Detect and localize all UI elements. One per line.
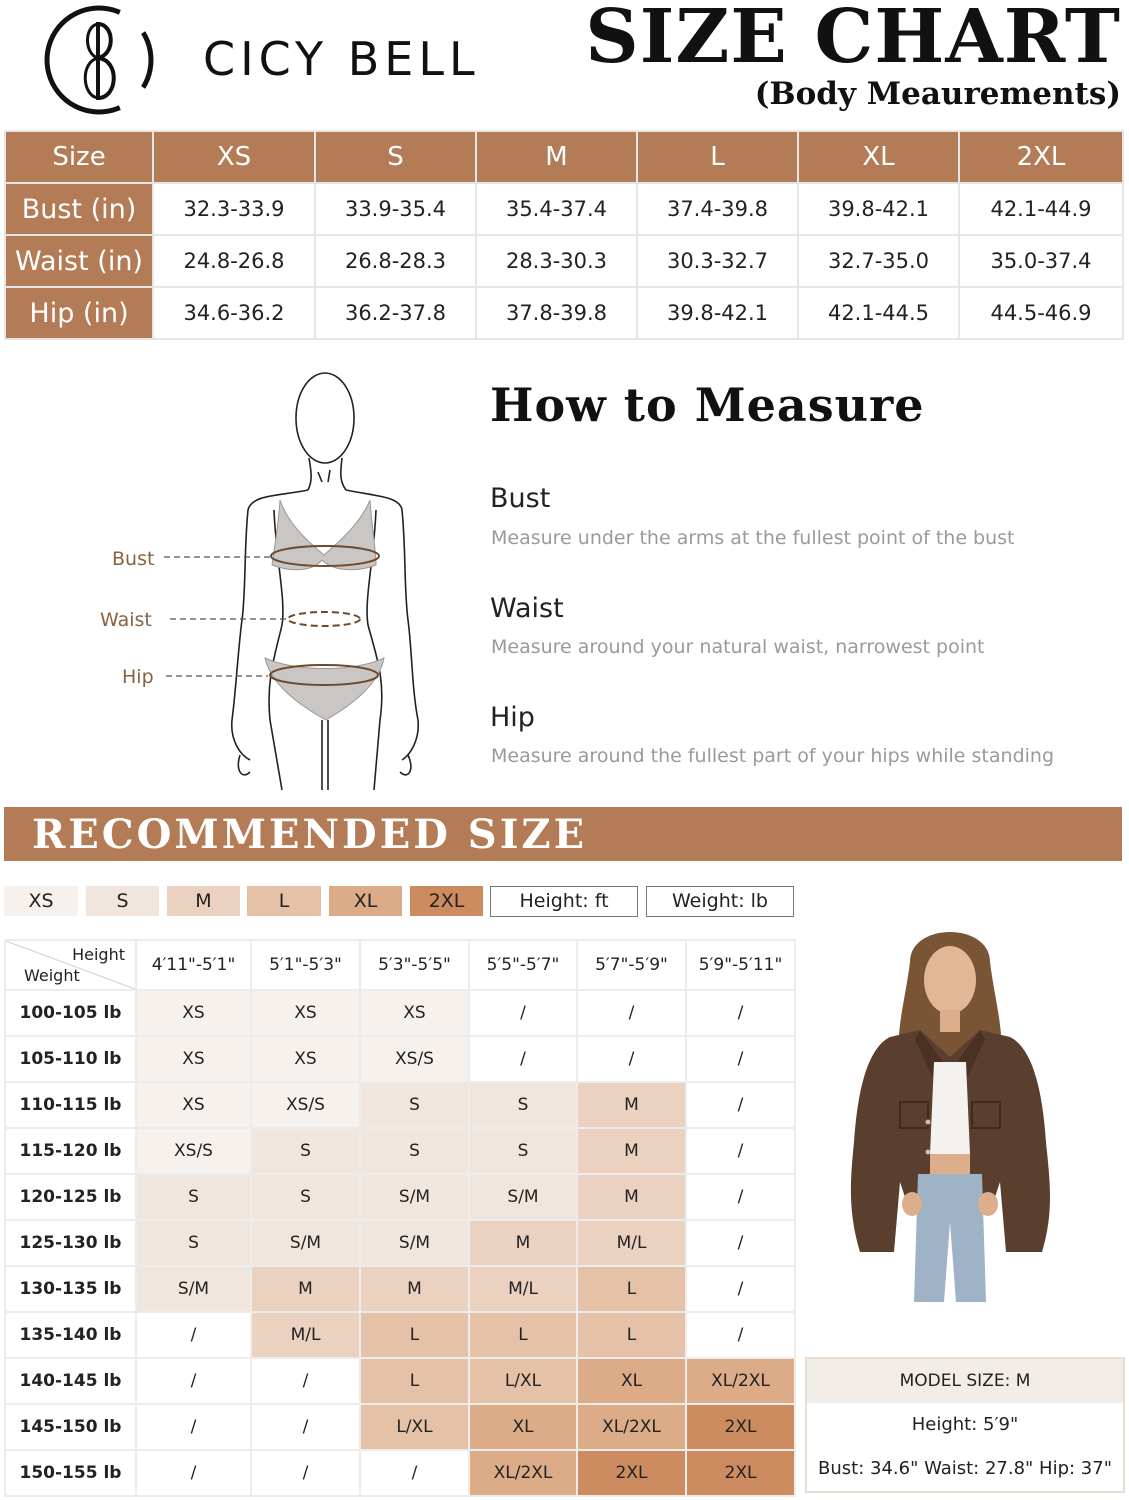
weight-label: 140-145 lb	[5, 1358, 136, 1404]
height-col: 5′5"-5′7"	[469, 940, 577, 990]
recommended-size-cell: S	[251, 1174, 360, 1220]
recommended-size-cell: L/XL	[469, 1358, 577, 1404]
page-subtitle: (Body Meaurements)	[754, 76, 1121, 112]
recommended-size-cell: /	[251, 1450, 360, 1496]
weight-row	[5, 1404, 795, 1450]
weight-row	[5, 1174, 795, 1220]
recommended-size-cell: M	[360, 1266, 469, 1312]
recommended-size-cell: XS	[136, 1036, 251, 1082]
weight-row	[5, 1358, 795, 1404]
legend-weight-unit: Weight: lb	[646, 886, 794, 917]
recommended-size-cell: /	[360, 1450, 469, 1496]
weight-row	[5, 990, 795, 1036]
size-col-l: L	[637, 131, 798, 183]
recommended-size-cell: S	[360, 1128, 469, 1174]
weight-label: 135-140 lb	[5, 1312, 136, 1358]
recommended-size-cell: 2XL	[686, 1404, 795, 1450]
model-measurements: Bust: 34.6" Waist: 27.8" Hip: 37"	[818, 1458, 1112, 1479]
recommended-size-cell: /	[686, 990, 795, 1036]
recommended-banner	[4, 807, 1122, 861]
size-col-s: S	[315, 131, 476, 183]
recommended-size-cell: L	[577, 1266, 686, 1312]
size-col-xs: XS	[153, 131, 315, 183]
recommended-size-table	[4, 939, 796, 1497]
measurement-label: Bust (in)	[5, 183, 153, 235]
recommended-size-cell: /	[686, 1174, 795, 1220]
height-col: 5′3"-5′5"	[360, 940, 469, 990]
recommended-size-cell: M	[577, 1128, 686, 1174]
recommended-size-cell: /	[136, 1358, 251, 1404]
measure-bust-heading: Bust	[490, 483, 551, 514]
recommended-size-cell: XS	[251, 990, 360, 1036]
weight-label: 105-110 lb	[5, 1036, 136, 1082]
body-measure-figure	[90, 360, 440, 790]
size-col-xl: XL	[798, 131, 959, 183]
figure-label-bust: Bust	[112, 548, 155, 570]
model-photo	[830, 922, 1070, 1302]
recommended-size-cell: M	[469, 1220, 577, 1266]
height-col: 5′9"-5′11"	[686, 940, 795, 990]
weight-row	[5, 1082, 795, 1128]
recommended-size-cell: XL	[577, 1358, 686, 1404]
measurement-value: 32.7-35.0	[798, 235, 959, 287]
size-header-row	[5, 131, 1123, 183]
recommended-size-cell: M/L	[577, 1220, 686, 1266]
recommended-size-cell: S	[360, 1082, 469, 1128]
model-info-box	[805, 1357, 1125, 1493]
weight-label: 125-130 lb	[5, 1220, 136, 1266]
recommended-size-cell: XS	[136, 990, 251, 1036]
measurement-label: Waist (in)	[5, 235, 153, 287]
weight-label: 110-115 lb	[5, 1082, 136, 1128]
recommended-title: RECOMMENDED SIZE	[32, 811, 588, 858]
recommended-size-cell: M	[577, 1174, 686, 1220]
recommended-size-cell: L	[360, 1312, 469, 1358]
recommended-size-cell: S/M	[251, 1220, 360, 1266]
recommended-size-cell: /	[686, 1266, 795, 1312]
measurement-value: 34.6-36.2	[153, 287, 315, 339]
recommended-size-cell: S/M	[136, 1266, 251, 1312]
model-height: Height: 5′9"	[911, 1414, 1019, 1435]
recommended-size-cell: S	[469, 1128, 577, 1174]
weight-row	[5, 1450, 795, 1496]
measurement-value: 35.4-37.4	[476, 183, 637, 235]
recommended-size-cell: XS/S	[360, 1036, 469, 1082]
body-measurement-table	[4, 130, 1124, 340]
measurement-value: 28.3-30.3	[476, 235, 637, 287]
recommended-size-cell: 2XL	[577, 1450, 686, 1496]
legend-xs: XS	[4, 886, 78, 916]
measurement-value: 44.5-46.9	[959, 287, 1123, 339]
recommended-size-cell: L	[577, 1312, 686, 1358]
recommended-size-cell: /	[686, 1312, 795, 1358]
recommended-size-cell: /	[686, 1220, 795, 1266]
weight-row	[5, 1036, 795, 1082]
weight-label: 120-125 lb	[5, 1174, 136, 1220]
recommended-size-cell: M	[251, 1266, 360, 1312]
measurement-row	[5, 183, 1123, 235]
measurement-value: 30.3-32.7	[637, 235, 798, 287]
recommended-size-cell: XL/2XL	[686, 1358, 795, 1404]
measure-hip-heading: Hip	[490, 702, 535, 733]
weight-row	[5, 1312, 795, 1358]
recommended-size-cell: S	[136, 1220, 251, 1266]
size-col-2xl: 2XL	[959, 131, 1123, 183]
weight-label: 115-120 lb	[5, 1128, 136, 1174]
height-header-row	[5, 940, 795, 990]
table-corner	[5, 940, 136, 990]
height-col: 5′7"-5′9"	[577, 940, 686, 990]
recommended-size-cell: S/M	[469, 1174, 577, 1220]
legend-m: M	[167, 886, 240, 916]
recommended-size-cell: /	[577, 990, 686, 1036]
measurement-value: 42.1-44.9	[959, 183, 1123, 235]
recommended-size-cell: M/L	[469, 1266, 577, 1312]
legend-height-unit: Height: ft	[490, 886, 638, 917]
weight-label: 130-135 lb	[5, 1266, 136, 1312]
measure-bust-desc: Measure under the arms at the fullest point of the bust	[491, 527, 1015, 549]
recommended-size-cell: XS	[360, 990, 469, 1036]
recommended-size-cell: /	[577, 1036, 686, 1082]
size-corner-label: Size	[5, 131, 153, 183]
recommended-size-cell: S	[251, 1128, 360, 1174]
figure-label-hip: Hip	[122, 666, 154, 688]
weight-label: 145-150 lb	[5, 1404, 136, 1450]
recommended-size-cell: /	[686, 1036, 795, 1082]
measurement-value: 32.3-33.9	[153, 183, 315, 235]
recommended-size-cell: M	[577, 1082, 686, 1128]
corner-height-label: Height	[72, 945, 125, 964]
recommended-size-cell: XL	[469, 1404, 577, 1450]
measurement-value: 39.8-42.1	[798, 183, 959, 235]
legend-2xl: 2XL	[410, 886, 483, 916]
recommended-size-cell: XL/2XL	[577, 1404, 686, 1450]
how-to-measure-title: How to Measure	[490, 378, 925, 432]
recommended-size-cell: L/XL	[360, 1404, 469, 1450]
brand-logo	[40, 4, 158, 116]
measure-waist-desc: Measure around your natural waist, narrowest point	[491, 636, 985, 658]
measurement-value: 39.8-42.1	[637, 287, 798, 339]
measure-hip-desc: Measure around the fullest part of your hips while standing	[491, 745, 1055, 767]
recommended-size-cell: L	[360, 1358, 469, 1404]
measurement-value: 35.0-37.4	[959, 235, 1123, 287]
recommended-size-cell: /	[251, 1404, 360, 1450]
measurement-label: Hip (in)	[5, 287, 153, 339]
recommended-size-cell: S	[136, 1174, 251, 1220]
weight-label: 100-105 lb	[5, 990, 136, 1036]
recommended-size-cell: /	[251, 1358, 360, 1404]
recommended-size-cell: XS	[136, 1082, 251, 1128]
recommended-size-cell: /	[686, 1082, 795, 1128]
recommended-size-cell: 2XL	[686, 1450, 795, 1496]
legend-xl: XL	[329, 886, 402, 916]
measurement-value: 37.4-39.8	[637, 183, 798, 235]
measure-waist-heading: Waist	[490, 593, 564, 624]
recommended-size-cell: XL/2XL	[469, 1450, 577, 1496]
measurement-value: 37.8-39.8	[476, 287, 637, 339]
weight-row	[5, 1128, 795, 1174]
figure-label-waist: Waist	[100, 609, 152, 631]
recommended-size-cell: /	[469, 1036, 577, 1082]
measurement-value: 24.8-26.8	[153, 235, 315, 287]
recommended-size-cell: XS	[251, 1036, 360, 1082]
recommended-size-cell: S/M	[360, 1174, 469, 1220]
size-col-m: M	[476, 131, 637, 183]
measurement-value: 33.9-35.4	[315, 183, 476, 235]
page-title: SIZE CHART	[585, 0, 1121, 80]
recommended-size-cell: M/L	[251, 1312, 360, 1358]
weight-row	[5, 1220, 795, 1266]
recommended-size-cell: XS/S	[251, 1082, 360, 1128]
weight-label: 150-155 lb	[5, 1450, 136, 1496]
recommended-size-cell: /	[136, 1450, 251, 1496]
recommended-size-cell: /	[136, 1404, 251, 1450]
legend-s: S	[86, 886, 159, 916]
recommended-size-cell: /	[686, 1128, 795, 1174]
height-col: 5′1"-5′3"	[251, 940, 360, 990]
recommended-size-cell: /	[469, 990, 577, 1036]
recommended-size-cell: S/M	[360, 1220, 469, 1266]
measurement-row	[5, 235, 1123, 287]
recommended-size-cell: XS/S	[136, 1128, 251, 1174]
height-col: 4′11"-5′1"	[136, 940, 251, 990]
weight-row	[5, 1266, 795, 1312]
recommended-size-cell: L	[469, 1312, 577, 1358]
measurement-value: 36.2-37.8	[315, 287, 476, 339]
measurement-row	[5, 287, 1123, 339]
measurement-value: 26.8-28.3	[315, 235, 476, 287]
model-size: MODEL SIZE: M	[807, 1359, 1123, 1403]
measurement-value: 42.1-44.5	[798, 287, 959, 339]
recommended-size-cell: S	[469, 1082, 577, 1128]
brand-name: CICY BELL	[203, 32, 480, 86]
legend-l: L	[247, 886, 321, 916]
corner-weight-label: Weight	[24, 966, 80, 985]
recommended-size-cell: /	[136, 1312, 251, 1358]
